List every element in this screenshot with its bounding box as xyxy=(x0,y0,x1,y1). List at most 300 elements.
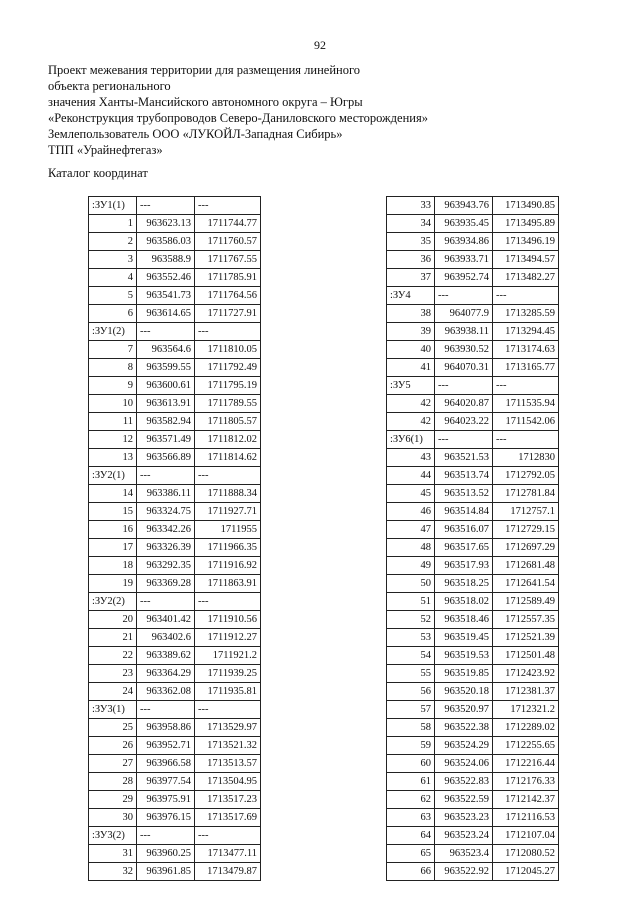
point-number: 47 xyxy=(387,521,435,539)
y-coordinate: 1711535.94 xyxy=(493,395,559,413)
y-coordinate: 1711927.71 xyxy=(195,503,261,521)
x-coordinate: 963519.45 xyxy=(435,629,493,647)
y-coordinate: --- xyxy=(195,197,261,215)
y-coordinate: 1711542.06 xyxy=(493,413,559,431)
x-coordinate: 963513.74 xyxy=(435,467,493,485)
x-coordinate: 963935.45 xyxy=(435,215,493,233)
y-coordinate: 1711810.05 xyxy=(195,341,261,359)
point-number: 55 xyxy=(387,665,435,683)
x-coordinate: 963516.07 xyxy=(435,521,493,539)
table-row xyxy=(387,359,559,377)
x-coordinate: 963600.61 xyxy=(137,377,195,395)
point-number: 22 xyxy=(89,647,137,665)
table-row xyxy=(89,845,261,863)
table-row xyxy=(89,557,261,575)
table-row xyxy=(387,809,559,827)
x-coordinate: 963342.26 xyxy=(137,521,195,539)
point-number: 51 xyxy=(387,593,435,611)
y-coordinate: 1712116.53 xyxy=(493,809,559,827)
y-coordinate: --- xyxy=(195,467,261,485)
point-number: 20 xyxy=(89,611,137,629)
x-coordinate: 963518.46 xyxy=(435,611,493,629)
y-coordinate: 1711939.25 xyxy=(195,665,261,683)
point-number: 9 xyxy=(89,377,137,395)
table-row xyxy=(387,269,559,287)
point-number: 52 xyxy=(387,611,435,629)
point-number: 58 xyxy=(387,719,435,737)
table-row xyxy=(387,575,559,593)
y-coordinate: 1712521.39 xyxy=(493,629,559,647)
y-coordinate: 1712729.15 xyxy=(493,521,559,539)
x-coordinate: 963976.15 xyxy=(137,809,195,827)
table-row xyxy=(387,629,559,647)
y-coordinate: 1713521.32 xyxy=(195,737,261,755)
y-coordinate: 1711912.27 xyxy=(195,629,261,647)
x-coordinate: 963952.71 xyxy=(137,737,195,755)
point-number: 3 xyxy=(89,251,137,269)
point-number: 16 xyxy=(89,521,137,539)
table-row xyxy=(89,269,261,287)
section-label: :ЗУ3(1) xyxy=(89,701,137,719)
section-label: :ЗУ5 xyxy=(387,377,435,395)
y-coordinate: 1712557.35 xyxy=(493,611,559,629)
point-number: 21 xyxy=(89,629,137,647)
y-coordinate: 1711764.56 xyxy=(195,287,261,305)
table-row xyxy=(387,395,559,413)
point-number: 2 xyxy=(89,233,137,251)
document-header xyxy=(48,62,608,158)
y-coordinate: 1712045.27 xyxy=(493,863,559,881)
point-number: 57 xyxy=(387,701,435,719)
point-number: 39 xyxy=(387,323,435,341)
y-coordinate: --- xyxy=(493,431,559,449)
table-row xyxy=(387,683,559,701)
y-coordinate: 1711966.35 xyxy=(195,539,261,557)
table-row xyxy=(387,737,559,755)
x-coordinate: 963541.73 xyxy=(137,287,195,305)
y-coordinate: 1711785.91 xyxy=(195,269,261,287)
section-label: :ЗУ1(2) xyxy=(89,323,137,341)
y-coordinate: 1711935.81 xyxy=(195,683,261,701)
y-coordinate: 1712781.84 xyxy=(493,485,559,503)
x-coordinate: --- xyxy=(137,701,195,719)
point-number: 61 xyxy=(387,773,435,791)
point-number: 29 xyxy=(89,791,137,809)
table-row xyxy=(89,287,261,305)
table-row xyxy=(89,665,261,683)
x-coordinate: 963564.6 xyxy=(137,341,195,359)
table-row xyxy=(89,251,261,269)
point-number: 24 xyxy=(89,683,137,701)
x-coordinate: 963324.75 xyxy=(137,503,195,521)
y-coordinate: --- xyxy=(195,323,261,341)
point-number: 7 xyxy=(89,341,137,359)
table-row xyxy=(387,197,559,215)
x-coordinate: 963402.6 xyxy=(137,629,195,647)
x-coordinate: 963522.38 xyxy=(435,719,493,737)
y-coordinate: 1711760.57 xyxy=(195,233,261,251)
y-coordinate: 1711955 xyxy=(195,521,261,539)
x-coordinate: 963401.42 xyxy=(137,611,195,629)
point-number: 50 xyxy=(387,575,435,593)
x-coordinate: 963522.92 xyxy=(435,863,493,881)
table-row xyxy=(89,377,261,395)
point-number: 36 xyxy=(387,251,435,269)
point-number: 64 xyxy=(387,827,435,845)
section-row xyxy=(89,323,261,341)
y-coordinate: 1712381.37 xyxy=(493,683,559,701)
point-number: 40 xyxy=(387,341,435,359)
y-coordinate: 1712321.2 xyxy=(493,701,559,719)
x-coordinate: 963961.85 xyxy=(137,863,195,881)
point-number: 45 xyxy=(387,485,435,503)
y-coordinate: 1712255.65 xyxy=(493,737,559,755)
section-row xyxy=(89,593,261,611)
x-coordinate: 963586.03 xyxy=(137,233,195,251)
table-row xyxy=(89,305,261,323)
table-row xyxy=(89,611,261,629)
y-coordinate: --- xyxy=(493,377,559,395)
y-coordinate: 1712830 xyxy=(493,449,559,467)
y-coordinate: 1712142.37 xyxy=(493,791,559,809)
point-number: 35 xyxy=(387,233,435,251)
point-number: 43 xyxy=(387,449,435,467)
y-coordinate: --- xyxy=(195,701,261,719)
y-coordinate: 1713517.69 xyxy=(195,809,261,827)
y-coordinate: 1711805.57 xyxy=(195,413,261,431)
x-coordinate: 963943.76 xyxy=(435,197,493,215)
y-coordinate: --- xyxy=(195,827,261,845)
table-row xyxy=(89,341,261,359)
table-row xyxy=(387,485,559,503)
y-coordinate: 1712216.44 xyxy=(493,755,559,773)
y-coordinate: 1713285.59 xyxy=(493,305,559,323)
point-number: 30 xyxy=(89,809,137,827)
point-number: 46 xyxy=(387,503,435,521)
table-row xyxy=(387,539,559,557)
point-number: 42 xyxy=(387,395,435,413)
y-coordinate: 1712501.48 xyxy=(493,647,559,665)
table-row xyxy=(89,809,261,827)
table-row xyxy=(387,251,559,269)
point-number: 10 xyxy=(89,395,137,413)
point-number: 32 xyxy=(89,863,137,881)
table-row xyxy=(387,755,559,773)
table-row xyxy=(89,737,261,755)
point-number: 27 xyxy=(89,755,137,773)
y-coordinate: 1712080.52 xyxy=(493,845,559,863)
x-coordinate: --- xyxy=(435,431,493,449)
y-coordinate: 1713482.27 xyxy=(493,269,559,287)
table-row xyxy=(89,629,261,647)
y-coordinate: 1712792.05 xyxy=(493,467,559,485)
x-coordinate: 963519.53 xyxy=(435,647,493,665)
point-number: 14 xyxy=(89,485,137,503)
x-coordinate: --- xyxy=(435,287,493,305)
table-row xyxy=(387,449,559,467)
section-label: :ЗУ1(1) xyxy=(89,197,137,215)
x-coordinate: 963522.59 xyxy=(435,791,493,809)
x-coordinate: 963364.29 xyxy=(137,665,195,683)
table-row xyxy=(387,323,559,341)
y-coordinate: 1711795.19 xyxy=(195,377,261,395)
point-number: 53 xyxy=(387,629,435,647)
y-coordinate: 1713165.77 xyxy=(493,359,559,377)
table-row xyxy=(387,719,559,737)
x-coordinate: 963514.84 xyxy=(435,503,493,521)
table-row xyxy=(387,773,559,791)
x-coordinate: 963930.52 xyxy=(435,341,493,359)
y-coordinate: 1712289.02 xyxy=(493,719,559,737)
section-row xyxy=(89,827,261,845)
point-number: 65 xyxy=(387,845,435,863)
section-row xyxy=(89,701,261,719)
y-coordinate: 1713496.19 xyxy=(493,233,559,251)
y-coordinate: 1712681.48 xyxy=(493,557,559,575)
x-coordinate: 963522.83 xyxy=(435,773,493,791)
point-number: 23 xyxy=(89,665,137,683)
point-number: 42 xyxy=(387,413,435,431)
x-coordinate: 963623.13 xyxy=(137,215,195,233)
x-coordinate: 963521.53 xyxy=(435,449,493,467)
point-number: 4 xyxy=(89,269,137,287)
point-number: 5 xyxy=(89,287,137,305)
y-coordinate: 1711888.34 xyxy=(195,485,261,503)
y-coordinate: 1713517.23 xyxy=(195,791,261,809)
point-number: 48 xyxy=(387,539,435,557)
y-coordinate: 1711727.91 xyxy=(195,305,261,323)
point-number: 62 xyxy=(387,791,435,809)
y-coordinate: 1711744.77 xyxy=(195,215,261,233)
table-row xyxy=(387,701,559,719)
table-row xyxy=(89,431,261,449)
point-number: 56 xyxy=(387,683,435,701)
x-coordinate: 963520.97 xyxy=(435,701,493,719)
x-coordinate: 964070.31 xyxy=(435,359,493,377)
x-coordinate: 963582.94 xyxy=(137,413,195,431)
table-row xyxy=(387,557,559,575)
y-coordinate: 1712757.1 xyxy=(493,503,559,521)
y-coordinate: 1711789.55 xyxy=(195,395,261,413)
y-coordinate: 1713174.63 xyxy=(493,341,559,359)
table-row xyxy=(89,485,261,503)
table-row xyxy=(387,215,559,233)
section-label: :ЗУ2(2) xyxy=(89,593,137,611)
table-row xyxy=(387,521,559,539)
x-coordinate: 963933.71 xyxy=(435,251,493,269)
y-coordinate: 1711814.62 xyxy=(195,449,261,467)
header-line: «Реконструкция трубопроводов Северо-Даниловского месторождения» xyxy=(48,111,428,125)
x-coordinate: 963520.18 xyxy=(435,683,493,701)
point-number: 13 xyxy=(89,449,137,467)
x-coordinate: 963517.65 xyxy=(435,539,493,557)
y-coordinate: 1713529.97 xyxy=(195,719,261,737)
x-coordinate: 963977.54 xyxy=(137,773,195,791)
point-number: 12 xyxy=(89,431,137,449)
x-coordinate: 963524.06 xyxy=(435,755,493,773)
y-coordinate: 1711863.91 xyxy=(195,575,261,593)
point-number: 6 xyxy=(89,305,137,323)
table-row xyxy=(89,719,261,737)
x-coordinate: 963975.91 xyxy=(137,791,195,809)
x-coordinate: 963952.74 xyxy=(435,269,493,287)
table-row xyxy=(387,593,559,611)
x-coordinate: 963518.25 xyxy=(435,575,493,593)
table-row xyxy=(89,791,261,809)
table-row xyxy=(387,863,559,881)
x-coordinate: 963518.02 xyxy=(435,593,493,611)
table-row xyxy=(89,413,261,431)
point-number: 17 xyxy=(89,539,137,557)
point-number: 8 xyxy=(89,359,137,377)
x-coordinate: 963389.62 xyxy=(137,647,195,665)
header-line: значения Ханты-Мансийского автономного округа – Югры xyxy=(48,95,363,109)
section-label: :ЗУ2(1) xyxy=(89,467,137,485)
coordinates-table-right xyxy=(386,196,559,881)
table-row xyxy=(89,539,261,557)
point-number: 31 xyxy=(89,845,137,863)
y-coordinate: 1713494.57 xyxy=(493,251,559,269)
x-coordinate: 963386.11 xyxy=(137,485,195,503)
x-coordinate: 963960.25 xyxy=(137,845,195,863)
table-row xyxy=(387,665,559,683)
header-line: Землепользователь ООО «ЛУКОЙЛ-Западная Сибирь» xyxy=(48,127,343,141)
y-coordinate: 1711916.92 xyxy=(195,557,261,575)
x-coordinate: 963966.58 xyxy=(137,755,195,773)
section-row xyxy=(387,431,559,449)
table-row xyxy=(89,521,261,539)
x-coordinate: 964020.87 xyxy=(435,395,493,413)
point-number: 15 xyxy=(89,503,137,521)
point-number: 11 xyxy=(89,413,137,431)
section-row xyxy=(89,467,261,485)
x-coordinate: 963523.24 xyxy=(435,827,493,845)
y-coordinate: 1713513.57 xyxy=(195,755,261,773)
section-row xyxy=(89,197,261,215)
table-row xyxy=(387,503,559,521)
x-coordinate: 963326.39 xyxy=(137,539,195,557)
page-number: 92 xyxy=(314,38,326,52)
y-coordinate: 1713294.45 xyxy=(493,323,559,341)
y-coordinate: 1713495.89 xyxy=(493,215,559,233)
point-number: 54 xyxy=(387,647,435,665)
y-coordinate: 1713504.95 xyxy=(195,773,261,791)
x-coordinate: 963513.52 xyxy=(435,485,493,503)
x-coordinate: --- xyxy=(137,827,195,845)
x-coordinate: 963613.91 xyxy=(137,395,195,413)
x-coordinate: 963523.4 xyxy=(435,845,493,863)
x-coordinate: 963571.49 xyxy=(137,431,195,449)
point-number: 44 xyxy=(387,467,435,485)
x-coordinate: 964023.22 xyxy=(435,413,493,431)
header-line: ТПП «Урайнефтегаз» xyxy=(48,143,163,157)
table-row xyxy=(89,359,261,377)
section-row xyxy=(387,287,559,305)
x-coordinate: 963524.29 xyxy=(435,737,493,755)
point-number: 63 xyxy=(387,809,435,827)
y-coordinate: 1712107.04 xyxy=(493,827,559,845)
table-row xyxy=(387,791,559,809)
x-coordinate: --- xyxy=(137,467,195,485)
table-row xyxy=(387,305,559,323)
x-coordinate: --- xyxy=(137,323,195,341)
table-row xyxy=(89,647,261,665)
y-coordinate: 1712423.92 xyxy=(493,665,559,683)
y-coordinate: 1712589.49 xyxy=(493,593,559,611)
point-number: 18 xyxy=(89,557,137,575)
y-coordinate: 1711812.02 xyxy=(195,431,261,449)
catalog-title: Каталог координат xyxy=(48,166,148,180)
table-row xyxy=(387,647,559,665)
table-row xyxy=(387,845,559,863)
point-number: 60 xyxy=(387,755,435,773)
y-coordinate: 1712697.29 xyxy=(493,539,559,557)
y-coordinate: 1713479.87 xyxy=(195,863,261,881)
x-coordinate: 964077.9 xyxy=(435,305,493,323)
point-number: 25 xyxy=(89,719,137,737)
y-coordinate: 1711792.49 xyxy=(195,359,261,377)
y-coordinate: 1711921.2 xyxy=(195,647,261,665)
table-row xyxy=(89,755,261,773)
x-coordinate: --- xyxy=(435,377,493,395)
table-row xyxy=(387,827,559,845)
x-coordinate: --- xyxy=(137,197,195,215)
table-row xyxy=(89,575,261,593)
x-coordinate: 963362.08 xyxy=(137,683,195,701)
section-label: :ЗУ3(2) xyxy=(89,827,137,845)
y-coordinate: 1711767.55 xyxy=(195,251,261,269)
x-coordinate: 963519.85 xyxy=(435,665,493,683)
y-coordinate: --- xyxy=(493,287,559,305)
y-coordinate: --- xyxy=(195,593,261,611)
table-row xyxy=(89,683,261,701)
point-number: 19 xyxy=(89,575,137,593)
table-row xyxy=(89,233,261,251)
point-number: 33 xyxy=(387,197,435,215)
table-row xyxy=(89,449,261,467)
table-row xyxy=(387,341,559,359)
x-coordinate: 963523.23 xyxy=(435,809,493,827)
point-number: 28 xyxy=(89,773,137,791)
table-row xyxy=(89,773,261,791)
x-coordinate: 963566.89 xyxy=(137,449,195,467)
y-coordinate: 1711910.56 xyxy=(195,611,261,629)
x-coordinate: 963938.11 xyxy=(435,323,493,341)
x-coordinate: 963958.86 xyxy=(137,719,195,737)
y-coordinate: 1713477.11 xyxy=(195,845,261,863)
y-coordinate: 1713490.85 xyxy=(493,197,559,215)
point-number: 66 xyxy=(387,863,435,881)
x-coordinate: --- xyxy=(137,593,195,611)
y-coordinate: 1712641.54 xyxy=(493,575,559,593)
point-number: 41 xyxy=(387,359,435,377)
y-coordinate: 1712176.33 xyxy=(493,773,559,791)
x-coordinate: 963517.93 xyxy=(435,557,493,575)
table-row xyxy=(387,413,559,431)
table-row xyxy=(89,503,261,521)
table-row xyxy=(387,611,559,629)
table-row xyxy=(387,467,559,485)
table-row xyxy=(89,395,261,413)
section-label: :ЗУ6(1) xyxy=(387,431,435,449)
point-number: 1 xyxy=(89,215,137,233)
table-row xyxy=(89,215,261,233)
point-number: 26 xyxy=(89,737,137,755)
point-number: 49 xyxy=(387,557,435,575)
section-label: :ЗУ4 xyxy=(387,287,435,305)
point-number: 34 xyxy=(387,215,435,233)
coordinates-table-left xyxy=(88,196,261,881)
